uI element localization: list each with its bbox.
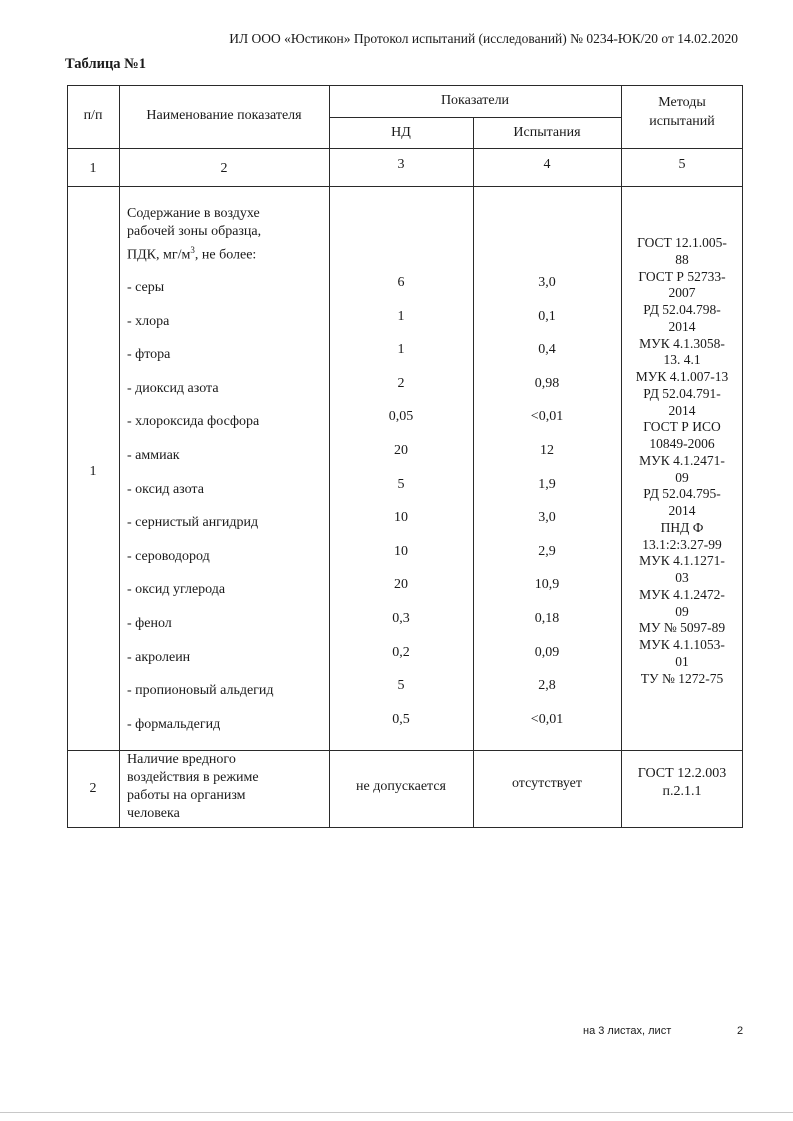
row2-number: 2 bbox=[89, 781, 97, 796]
row1-item-name: - диоксид азота bbox=[127, 380, 219, 396]
row1-method-line: 03 bbox=[675, 570, 689, 585]
row1-item-test: 3,0 bbox=[538, 510, 556, 526]
row1-method-line: 2014 bbox=[668, 318, 696, 334]
row1-item-name: - хлороксида фосфора bbox=[127, 414, 260, 430]
row1-item-name: - фенол bbox=[127, 616, 172, 631]
row1-item-test: 2,9 bbox=[538, 543, 556, 559]
row1-item-nd: 0,05 bbox=[388, 409, 414, 425]
row1-item-test: 3,0 bbox=[538, 275, 556, 290]
table-divider-colnums bbox=[67, 186, 743, 187]
row1-method-line: 09 bbox=[675, 603, 689, 619]
row1-item-test: 0,09 bbox=[534, 644, 560, 660]
row1-item-name: - фтора bbox=[127, 347, 171, 363]
row1-method-line: РД 52.04.798- bbox=[643, 302, 721, 317]
row1-item-name: - оксид азота bbox=[127, 481, 204, 497]
row2-nd-value: не допускается bbox=[356, 779, 446, 794]
table-border-bottom bbox=[67, 827, 743, 828]
row1-method-line: 13.1:2:3.27-99 bbox=[642, 536, 722, 552]
row1-item-nd: 20 bbox=[394, 577, 408, 593]
row1-method-line: ТУ № 1272-75 bbox=[640, 670, 724, 686]
row2-test-value: отсутствует bbox=[511, 776, 583, 791]
row1-item-name: - формальдегид bbox=[127, 716, 221, 732]
row1-item-test: 12 bbox=[540, 443, 554, 458]
row1-item-test: 0,1 bbox=[538, 308, 556, 324]
row1-number: 1 bbox=[89, 464, 97, 479]
row1-item-nd: 1 bbox=[397, 308, 405, 324]
row2-name-line: воздействия в режиме bbox=[127, 770, 259, 785]
row1-intro-sup: 3 bbox=[190, 245, 195, 255]
row1-item-test: <0,01 bbox=[530, 409, 564, 425]
document-header: ИЛ ООО «Юстикон» Протокол испытаний (исследований) № 0234-ЮК/20 от 14.02.2020 bbox=[229, 31, 738, 46]
row1-item-test: 0,4 bbox=[538, 342, 556, 358]
row1-method-line: 10849-2006 bbox=[649, 436, 715, 451]
row1-item-name: - аммиак bbox=[127, 448, 180, 463]
row1-item-nd: 2 bbox=[397, 375, 405, 391]
row1-method-line: ГОСТ 12.1.005- bbox=[637, 235, 727, 250]
footer-sheets-text: на 3 листах, лист bbox=[583, 1025, 672, 1037]
row2-name-line: работы на организм bbox=[127, 788, 246, 803]
row1-item-nd: 0,3 bbox=[392, 611, 410, 626]
footer-page-number: 2 bbox=[737, 1025, 744, 1037]
row1-item-test: <0,01 bbox=[530, 711, 564, 727]
row1-item-name: - сернистый ангидрид bbox=[127, 515, 259, 531]
row2-name-line: человека bbox=[127, 806, 180, 821]
row1-method-line: 88 bbox=[675, 251, 689, 267]
row1-item-nd: 5 bbox=[397, 476, 405, 492]
row1-method-line: МУК 4.1.2471- bbox=[639, 452, 725, 468]
row1-item-nd: 10 bbox=[394, 510, 408, 526]
row1-intro-line: рабочей зоны образца, bbox=[127, 224, 262, 239]
table-divider-header bbox=[67, 148, 743, 149]
table-divider-subheader bbox=[329, 117, 621, 118]
row1-method-line: 09 bbox=[675, 469, 689, 485]
header-indicators: Показатели bbox=[440, 93, 510, 108]
row1-intro-text: ПДК, мг/м bbox=[127, 247, 191, 263]
row1-method-line: 2014 bbox=[668, 402, 696, 418]
row1-intro-line: Содержание в воздухе bbox=[127, 206, 260, 221]
row1-method-line: 2014 bbox=[668, 503, 696, 518]
row1-item-name: - пропионовый альдегид bbox=[127, 683, 274, 699]
row1-method-line: ГОСТ Р 52733- bbox=[638, 268, 726, 284]
col-number: 3 bbox=[397, 157, 405, 172]
row1-method-line: МУК 4.1.3058- bbox=[639, 335, 725, 351]
row1-item-test: 1,9 bbox=[538, 476, 556, 492]
table-border-left bbox=[67, 85, 68, 828]
row1-method-line: МУК 4.1.007-13 bbox=[635, 369, 729, 384]
row1-intro-text: , не более: bbox=[194, 247, 257, 263]
row1-method-line: МУ № 5097-89 bbox=[638, 620, 726, 636]
scan-edge-line bbox=[0, 1112, 793, 1113]
row1-item-nd: 10 bbox=[394, 543, 408, 559]
row1-item-name: - акролеин bbox=[127, 649, 191, 665]
col-number: 4 bbox=[543, 157, 551, 172]
row1-method-line: ГОСТ Р ИСО bbox=[643, 419, 721, 435]
row1-intro-line bbox=[127, 242, 256, 264]
table-divider-row1 bbox=[67, 750, 743, 751]
row1-item-name: - оксид углерода bbox=[127, 582, 226, 598]
table-border-top bbox=[67, 85, 743, 86]
row1-method-line: 13. 4.1 bbox=[663, 352, 701, 368]
col-number: 2 bbox=[220, 161, 228, 176]
row1-method-line: 2007 bbox=[668, 285, 696, 301]
row1-item-name: - серы bbox=[127, 280, 165, 295]
row1-item-test: 0,98 bbox=[534, 375, 560, 391]
row1-item-test: 0,18 bbox=[534, 611, 560, 626]
table-col-line-1 bbox=[119, 85, 120, 828]
row1-item-test: 2,8 bbox=[538, 678, 556, 694]
header-name: Наименование показателя bbox=[146, 108, 302, 123]
table-title: Таблица №1 bbox=[65, 56, 146, 72]
row1-method-line: РД 52.04.791- bbox=[643, 385, 721, 401]
row1-item-test: 10,9 bbox=[534, 577, 560, 593]
test-results-table bbox=[67, 85, 743, 828]
row1-method-line: ПНД Ф bbox=[660, 519, 704, 535]
row2-name-line: Наличие вредного bbox=[127, 752, 236, 767]
row1-method-line: МУК 4.1.1271- bbox=[639, 553, 725, 569]
row1-item-nd: 20 bbox=[394, 443, 408, 458]
row1-method-line: МУК 4.1.2472- bbox=[639, 586, 725, 602]
header-test: Испытания bbox=[513, 125, 581, 140]
row1-item-nd: 1 bbox=[397, 342, 405, 358]
row2-method-line: ГОСТ 12.2.003 bbox=[637, 766, 727, 781]
row1-method-line: МУК 4.1.1053- bbox=[639, 637, 725, 652]
header-methods: Методы испытаний bbox=[649, 95, 715, 129]
row1-item-nd: 0,5 bbox=[392, 711, 410, 727]
row1-item-nd: 5 bbox=[397, 678, 405, 694]
col-number: 1 bbox=[89, 161, 97, 176]
header-num: п/п bbox=[83, 108, 103, 123]
row1-item-nd: 6 bbox=[397, 275, 405, 290]
row1-item-nd: 0,2 bbox=[392, 644, 410, 660]
col-number: 5 bbox=[678, 157, 686, 172]
header-nd: НД bbox=[391, 125, 411, 140]
row1-method-line: РД 52.04.795- bbox=[643, 486, 721, 502]
row2-method-line: п.2.1.1 bbox=[662, 784, 702, 799]
row1-item-name: - сероводород bbox=[127, 548, 210, 564]
row1-item-name: - хлора bbox=[127, 313, 170, 329]
row1-method-line: 01 bbox=[675, 653, 689, 669]
